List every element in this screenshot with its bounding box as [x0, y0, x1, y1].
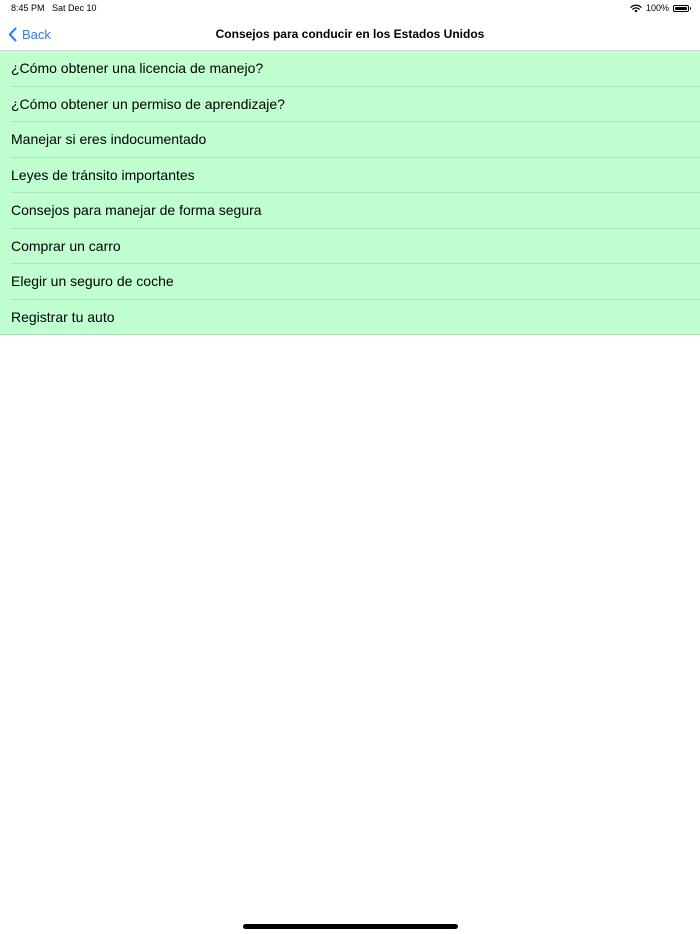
- list-item-leyes[interactable]: Leyes de tránsito importantes: [0, 158, 700, 194]
- list-item-indocumentado[interactable]: Manejar si eres indocumentado: [0, 122, 700, 158]
- page-title: Consejos para conducir en los Estados Unidos: [215, 27, 485, 41]
- back-button-label: Back: [22, 26, 51, 42]
- battery-icon: [673, 5, 689, 12]
- list-item-seguro[interactable]: Elegir un seguro de coche: [0, 264, 700, 300]
- list-item-permiso[interactable]: ¿Cómo obtener un permiso de aprendizaje?: [0, 87, 700, 123]
- home-indicator[interactable]: [243, 924, 458, 929]
- list-item-comprar[interactable]: Comprar un carro: [0, 229, 700, 265]
- status-date: Sat Dec 10: [52, 3, 97, 13]
- status-bar: [0, 0, 700, 16]
- list-item-consejos[interactable]: Consejos para manejar de forma segura: [0, 193, 700, 229]
- status-time: 8:45 PM: [11, 3, 45, 13]
- battery-percentage: 100%: [645, 3, 669, 13]
- list-item-registrar[interactable]: Registrar tu auto: [0, 300, 700, 336]
- wifi-icon: [630, 3, 642, 13]
- topic-list: [0, 51, 700, 335]
- status-indicators: [630, 2, 689, 14]
- navigation-bar: [0, 16, 700, 51]
- list-item-licencia[interactable]: ¿Cómo obtener una licencia de manejo?: [0, 51, 700, 87]
